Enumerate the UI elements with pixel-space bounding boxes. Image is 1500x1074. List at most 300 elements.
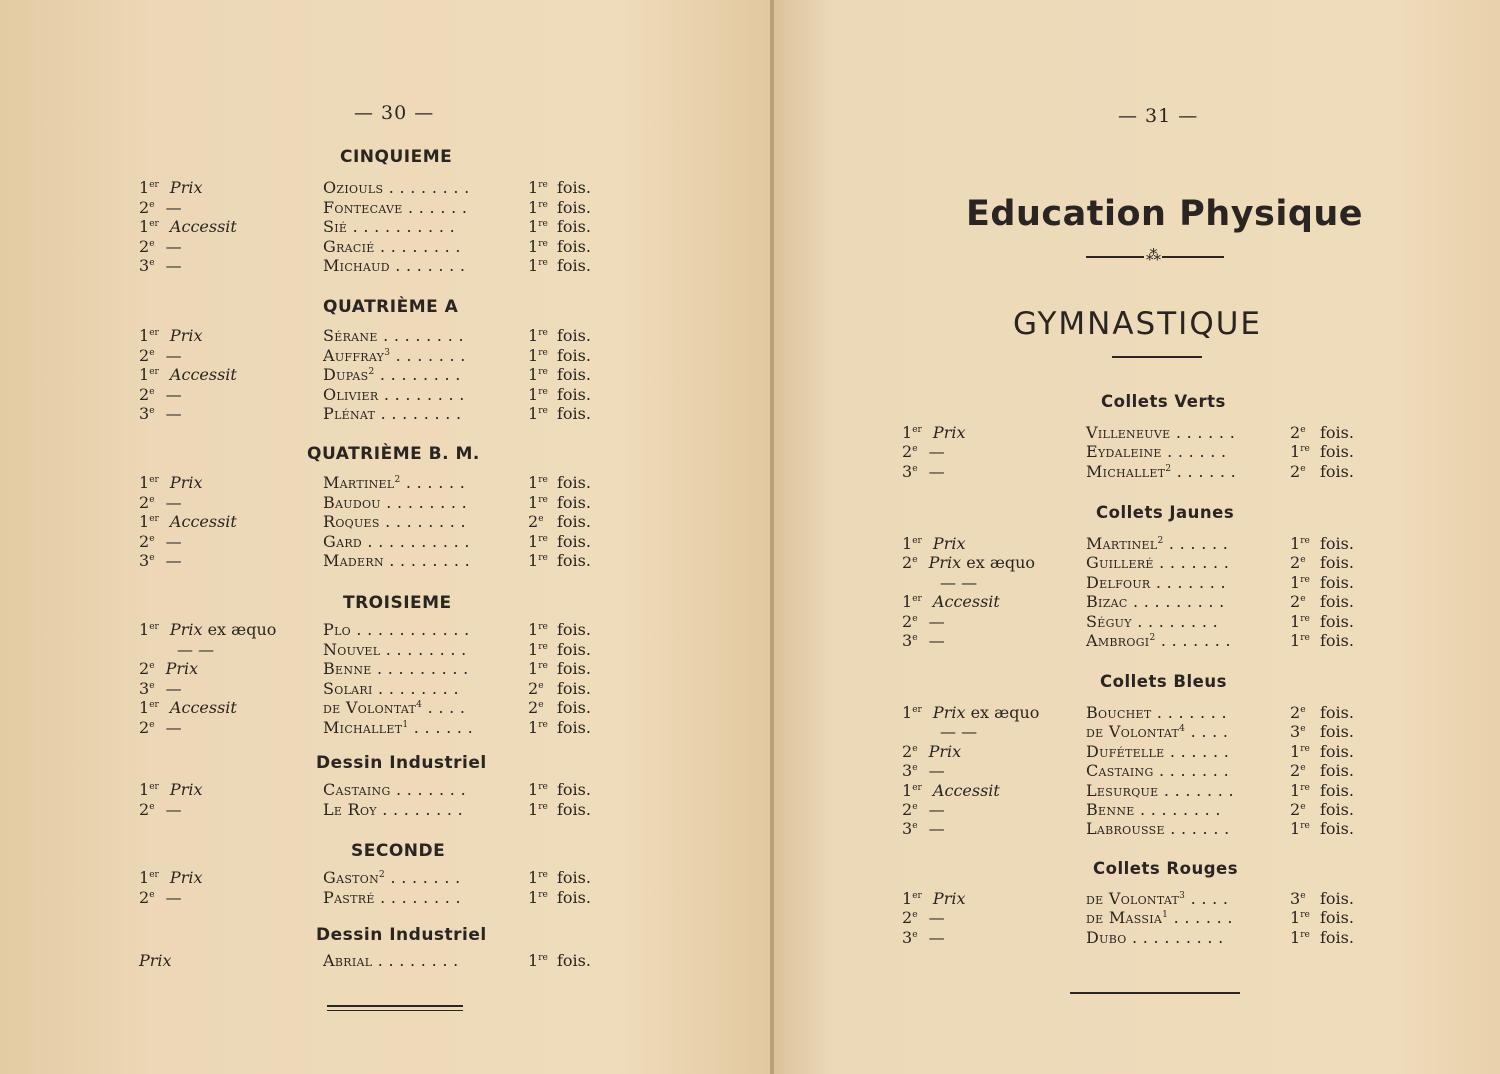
rank-number: 2 bbox=[902, 741, 913, 761]
student-name-text: Olivier bbox=[323, 384, 379, 404]
student-name-text: de Massia bbox=[1086, 908, 1163, 928]
prize-row bbox=[139, 780, 597, 800]
student-name bbox=[323, 346, 466, 366]
fois-label: fois. bbox=[1320, 592, 1354, 612]
times-suffix: e bbox=[538, 680, 544, 691]
fois-label: fois. bbox=[557, 512, 591, 531]
prize-rank bbox=[139, 198, 182, 218]
student-name bbox=[323, 326, 464, 346]
rank-number: 1 bbox=[902, 889, 913, 908]
rank-suffix: er bbox=[149, 622, 159, 632]
prize-rank bbox=[902, 423, 965, 443]
rank-number: 3 bbox=[902, 461, 913, 481]
rank-number: 2 bbox=[902, 553, 913, 573]
times-number: 1 bbox=[1290, 780, 1301, 800]
prize-label: — bbox=[165, 717, 182, 737]
prize-rank bbox=[139, 868, 202, 888]
prize-label: — — bbox=[940, 722, 978, 742]
prize-row bbox=[139, 493, 597, 513]
rank-suffix: e bbox=[149, 386, 155, 397]
student-name bbox=[323, 551, 470, 571]
fois-label: fois. bbox=[557, 404, 591, 423]
times-count bbox=[528, 659, 548, 679]
rank-number: 3 bbox=[139, 256, 150, 275]
rank-number: 3 bbox=[902, 819, 913, 839]
times-suffix: re bbox=[538, 533, 548, 544]
fois-label: fois. bbox=[1320, 927, 1354, 947]
rank-suffix: er bbox=[149, 700, 159, 710]
prize-label: — — bbox=[940, 572, 978, 592]
prize-rank bbox=[902, 573, 977, 593]
rank-suffix: er bbox=[912, 782, 922, 793]
prize-row bbox=[139, 951, 597, 971]
student-name-text: Michallet bbox=[323, 717, 403, 737]
leader-dots: . . . . . . . . bbox=[383, 326, 464, 345]
student-name-text: Gaston bbox=[323, 868, 380, 887]
fois-label: fois. bbox=[1320, 442, 1354, 462]
prize-label: — bbox=[928, 819, 945, 839]
rank-number: 1 bbox=[139, 512, 150, 531]
prize-rank bbox=[139, 512, 237, 532]
fois-label: fois. bbox=[557, 178, 591, 197]
prize-label: Prix bbox=[139, 951, 172, 970]
fois-label: fois. bbox=[1320, 908, 1354, 928]
prize-rank bbox=[139, 473, 202, 493]
times-count bbox=[528, 888, 548, 908]
student-name-text: Gard bbox=[323, 531, 363, 551]
fois-label: fois. bbox=[1320, 722, 1354, 742]
times-count bbox=[528, 532, 548, 552]
footnote-mark: 1 bbox=[1162, 910, 1169, 921]
rank-suffix: e bbox=[149, 533, 155, 544]
times-number: 1 bbox=[1290, 611, 1301, 631]
times-count bbox=[1290, 819, 1310, 839]
prize-rank bbox=[139, 679, 182, 699]
times-suffix: e bbox=[1300, 705, 1306, 715]
times-suffix: re bbox=[538, 367, 548, 377]
fois-label: fois. bbox=[1320, 611, 1354, 631]
leader-dots: . . . . . . bbox=[1168, 534, 1229, 553]
leader-dots: . . . . . . . . bbox=[382, 799, 464, 819]
times-count bbox=[528, 512, 544, 532]
rank-suffix: e bbox=[149, 661, 155, 671]
student-name-text: Labrousse bbox=[1086, 819, 1165, 839]
rank-number: 1 bbox=[902, 423, 913, 442]
rank-number: 1 bbox=[139, 698, 150, 717]
student-name bbox=[1086, 553, 1229, 573]
prize-label: — bbox=[928, 631, 945, 650]
section-heading: SECONDE bbox=[351, 841, 446, 861]
prize-row bbox=[139, 404, 597, 424]
student-name-text: Abrial bbox=[323, 951, 373, 970]
leader-dots: . . . . . . . bbox=[395, 256, 466, 275]
times-suffix: re bbox=[538, 661, 548, 671]
section-heading: QUATRIÈME B. M. bbox=[307, 444, 480, 464]
student-name-text: Plo bbox=[323, 620, 351, 639]
rank-number: 1 bbox=[139, 620, 150, 639]
fois-label: fois. bbox=[1320, 800, 1354, 819]
fois-label: fois. bbox=[1320, 761, 1354, 781]
student-name-text: Castaing bbox=[1086, 761, 1154, 781]
prize-label: — bbox=[165, 384, 182, 404]
times-count bbox=[1290, 573, 1310, 593]
times-count bbox=[1290, 908, 1310, 928]
times-number: 1 bbox=[1290, 534, 1301, 553]
fois-label: fois. bbox=[557, 799, 591, 819]
prize-label: Accessit bbox=[932, 592, 1000, 612]
student-name bbox=[323, 385, 465, 405]
prize-label: — — bbox=[177, 639, 215, 659]
leader-dots: . . . . . . . . . . bbox=[352, 217, 455, 236]
fois-label: fois. bbox=[557, 887, 591, 907]
student-name bbox=[323, 493, 467, 513]
subtitle-rule bbox=[1112, 356, 1202, 358]
rank-number: 1 bbox=[139, 178, 150, 197]
rank-suffix: e bbox=[912, 821, 918, 832]
times-number: 2 bbox=[1290, 423, 1301, 442]
student-name-text: de Volontat bbox=[1086, 889, 1180, 908]
times-number: 2 bbox=[1290, 703, 1301, 722]
leader-dots: . . . . . . . . . bbox=[1133, 592, 1225, 612]
rank-number: 2 bbox=[139, 659, 150, 678]
prize-row bbox=[139, 178, 597, 198]
fois-label: fois. bbox=[557, 345, 591, 365]
section-heading: Collets Jaunes bbox=[1096, 503, 1235, 522]
student-name-text: Lesurque bbox=[1086, 780, 1159, 800]
prize-extra: ex æquo bbox=[207, 620, 277, 639]
prize-rank bbox=[902, 781, 1000, 801]
rank-suffix: er bbox=[912, 425, 922, 435]
rank-suffix: e bbox=[912, 613, 918, 624]
leader-dots: . . . . . . bbox=[1176, 461, 1237, 481]
prize-row bbox=[139, 532, 597, 552]
student-name bbox=[1086, 781, 1234, 801]
prize-row bbox=[139, 620, 597, 640]
student-name bbox=[323, 256, 465, 276]
prize-label: Prix bbox=[932, 534, 966, 553]
leader-dots: . . . . . . . . . . bbox=[367, 531, 470, 551]
student-name-text: Michallet bbox=[1086, 461, 1166, 481]
footnote-mark: 4 bbox=[1179, 724, 1186, 735]
student-name-text: Benne bbox=[323, 659, 372, 678]
prize-rank bbox=[139, 256, 182, 276]
prize-row bbox=[139, 198, 597, 218]
prize-label: — bbox=[165, 345, 182, 365]
leader-dots: . . . . bbox=[427, 698, 466, 717]
student-name-text: Guilleré bbox=[1086, 553, 1154, 573]
prize-label: Prix bbox=[928, 553, 962, 573]
fois-label: fois. bbox=[557, 197, 591, 217]
student-name bbox=[323, 178, 470, 198]
rank-suffix: e bbox=[912, 743, 918, 754]
times-number: 1 bbox=[528, 365, 539, 384]
times-suffix: re bbox=[1300, 536, 1310, 546]
rank-number: 3 bbox=[902, 927, 913, 947]
fois-label: fois. bbox=[557, 531, 591, 551]
prize-rank bbox=[902, 534, 965, 554]
student-name bbox=[323, 365, 461, 385]
rank-number: 3 bbox=[902, 761, 913, 781]
student-name-text: Sérane bbox=[323, 326, 378, 345]
student-name-text: Baudou bbox=[323, 492, 381, 512]
times-number: 1 bbox=[1290, 927, 1301, 947]
title-ornament: ⁂ bbox=[1146, 246, 1161, 264]
times-count bbox=[528, 237, 548, 257]
prize-rank bbox=[902, 462, 945, 482]
prize-row bbox=[139, 346, 597, 366]
prize-label: Prix bbox=[928, 741, 962, 761]
rank-number: 2 bbox=[139, 384, 150, 404]
prize-rank bbox=[139, 718, 182, 738]
rank-suffix: er bbox=[149, 328, 159, 338]
rank-suffix: e bbox=[149, 258, 155, 268]
student-name-text: Michaud bbox=[323, 256, 390, 275]
prize-rank bbox=[139, 365, 237, 385]
footnote-mark: 1 bbox=[402, 719, 409, 730]
leader-dots: . . . . . . . bbox=[390, 868, 461, 887]
times-suffix: re bbox=[538, 953, 548, 963]
student-name-text: Le Roy bbox=[323, 799, 377, 819]
times-count bbox=[528, 346, 548, 366]
fois-label: fois. bbox=[557, 217, 591, 236]
leader-dots: . . . . . . . . bbox=[377, 951, 459, 970]
rank-suffix: e bbox=[149, 494, 155, 505]
times-count bbox=[1290, 889, 1306, 909]
rank-number: 2 bbox=[139, 492, 150, 512]
student-name-text: Séguy bbox=[1086, 611, 1132, 631]
leader-dots: . . . . . . bbox=[405, 473, 466, 492]
prize-row bbox=[139, 888, 597, 908]
rank-suffix: e bbox=[912, 633, 918, 643]
times-count bbox=[1290, 800, 1306, 820]
times-suffix: e bbox=[1300, 463, 1306, 474]
times-suffix: re bbox=[538, 219, 548, 229]
rank-number: 3 bbox=[139, 678, 150, 698]
rank-suffix: er bbox=[912, 594, 922, 605]
student-name-text: Nouvel bbox=[323, 639, 381, 659]
times-suffix: re bbox=[538, 406, 548, 416]
student-name-text: Eydaleine bbox=[1086, 442, 1162, 462]
prize-label: — bbox=[165, 551, 182, 570]
rank-number: 2 bbox=[902, 442, 913, 462]
fois-label: fois. bbox=[1320, 631, 1354, 650]
rank-suffix: er bbox=[149, 514, 159, 524]
student-name bbox=[323, 404, 461, 424]
prize-row bbox=[139, 326, 597, 346]
prize-rank bbox=[902, 722, 977, 742]
student-name bbox=[323, 868, 461, 888]
rank-suffix: e bbox=[149, 801, 155, 812]
prize-rank bbox=[139, 800, 182, 820]
prize-label: Prix bbox=[932, 703, 966, 722]
prize-rank bbox=[902, 592, 1000, 612]
student-name bbox=[323, 698, 465, 718]
prize-rank bbox=[139, 346, 182, 366]
rank-suffix: e bbox=[912, 763, 918, 774]
student-name-text: Dufételle bbox=[1086, 741, 1165, 761]
student-name bbox=[1086, 592, 1225, 612]
times-suffix: re bbox=[538, 494, 548, 505]
student-name-text: Delfour bbox=[1086, 572, 1151, 592]
rank-number: 2 bbox=[139, 887, 150, 907]
section-title: GYMNASTIQUE bbox=[1013, 306, 1262, 342]
prize-rank bbox=[902, 908, 945, 928]
leader-dots: . . . . . . bbox=[408, 197, 468, 217]
times-number: 1 bbox=[528, 326, 539, 345]
footnote-mark: 2 bbox=[1149, 633, 1156, 643]
leader-dots: . . . . . . . . . bbox=[1132, 927, 1224, 947]
prize-row bbox=[139, 718, 597, 738]
prize-rank bbox=[139, 178, 202, 198]
leader-dots: . . . . . . . bbox=[1156, 703, 1227, 722]
rank-suffix: e bbox=[149, 199, 155, 210]
prize-label: — bbox=[928, 761, 945, 781]
fois-label: fois. bbox=[557, 473, 591, 492]
times-suffix: re bbox=[538, 238, 548, 249]
rank-number: 2 bbox=[139, 345, 150, 365]
fois-label: fois. bbox=[557, 365, 591, 384]
student-name bbox=[1086, 761, 1229, 781]
rank-number: 1 bbox=[902, 780, 913, 800]
times-suffix: re bbox=[1300, 743, 1310, 754]
rank-number: 1 bbox=[139, 365, 150, 384]
prize-row bbox=[139, 659, 597, 679]
footnote-mark: 4 bbox=[416, 700, 423, 710]
fois-label: fois. bbox=[1320, 819, 1354, 839]
times-number: 1 bbox=[528, 384, 539, 404]
times-count bbox=[1290, 612, 1310, 632]
leader-dots: . . . . . . . . bbox=[380, 887, 461, 907]
fois-label: fois. bbox=[557, 717, 591, 737]
prize-label: Prix bbox=[169, 868, 203, 887]
student-name-text: Pastré bbox=[323, 887, 375, 907]
rank-number: 1 bbox=[139, 217, 150, 236]
rank-suffix: e bbox=[149, 889, 155, 900]
student-name bbox=[323, 951, 459, 971]
prize-label: — bbox=[928, 908, 945, 928]
footnote-mark: 3 bbox=[384, 347, 391, 358]
rank-number: 1 bbox=[139, 473, 150, 492]
prize-row bbox=[902, 442, 1360, 462]
prize-row bbox=[902, 553, 1360, 573]
times-number: 1 bbox=[1290, 819, 1301, 839]
times-suffix: re bbox=[1300, 574, 1310, 585]
end-rule-left-top bbox=[327, 1005, 463, 1007]
prize-rank bbox=[902, 889, 965, 909]
prize-row bbox=[139, 385, 597, 405]
page-title: Education Physique bbox=[966, 194, 1364, 234]
times-number: 2 bbox=[528, 512, 539, 531]
prize-row bbox=[139, 217, 597, 237]
prize-rank bbox=[139, 404, 182, 424]
prize-label: Prix bbox=[169, 620, 203, 639]
leader-dots: . . . . . . bbox=[1169, 741, 1230, 761]
student-name bbox=[1086, 423, 1235, 443]
student-name bbox=[1086, 889, 1228, 909]
leader-dots: . . . . . . bbox=[1175, 423, 1236, 442]
student-name bbox=[323, 679, 459, 699]
rank-suffix: e bbox=[912, 929, 918, 940]
fois-label: fois. bbox=[557, 678, 591, 698]
title-rule-right bbox=[1162, 256, 1224, 258]
prize-row bbox=[902, 631, 1360, 651]
footnote-mark: 2 bbox=[379, 870, 386, 880]
leader-dots: . . . . . . . bbox=[1155, 572, 1226, 592]
times-number: 1 bbox=[528, 659, 539, 678]
prize-rank bbox=[902, 800, 945, 820]
times-count bbox=[528, 868, 548, 888]
fois-label: fois. bbox=[557, 236, 591, 256]
footnote-mark: 2 bbox=[394, 475, 401, 485]
times-suffix: re bbox=[538, 475, 548, 485]
fois-label: fois. bbox=[557, 256, 591, 275]
fois-label: fois. bbox=[1320, 534, 1354, 553]
times-suffix: re bbox=[538, 258, 548, 268]
section-heading: Collets Bleus bbox=[1100, 672, 1227, 691]
prize-row bbox=[902, 423, 1360, 443]
prize-row bbox=[902, 908, 1360, 928]
times-number: 2 bbox=[1290, 553, 1301, 573]
times-number: 2 bbox=[1290, 461, 1301, 481]
prize-rank bbox=[139, 326, 202, 346]
times-suffix: re bbox=[538, 328, 548, 338]
student-name-text: Martinel bbox=[1086, 534, 1158, 553]
prize-label: Prix bbox=[169, 780, 203, 799]
times-suffix: re bbox=[1300, 910, 1310, 921]
times-count bbox=[528, 951, 548, 971]
rank-suffix: e bbox=[912, 910, 918, 921]
times-count bbox=[528, 800, 548, 820]
student-name bbox=[1086, 722, 1228, 742]
student-name-text: Plénat bbox=[323, 404, 376, 423]
prize-extra: ex æquo bbox=[966, 553, 1036, 573]
student-name-text: Solari bbox=[323, 678, 373, 698]
prize-label: — bbox=[928, 927, 945, 947]
section-heading: CINQUIEME bbox=[340, 147, 453, 167]
rank-number: 1 bbox=[902, 703, 913, 722]
times-count bbox=[528, 679, 544, 699]
fois-label: fois. bbox=[1320, 423, 1354, 442]
student-name bbox=[1086, 928, 1224, 948]
prize-row bbox=[902, 573, 1360, 593]
times-count bbox=[528, 493, 548, 513]
prize-row bbox=[902, 781, 1360, 801]
rank-number: 1 bbox=[902, 592, 913, 612]
times-suffix: e bbox=[1300, 891, 1306, 901]
prize-label: — bbox=[165, 887, 182, 907]
prize-label: — bbox=[928, 611, 945, 631]
times-count bbox=[1290, 462, 1306, 482]
times-suffix: re bbox=[538, 782, 548, 792]
title-rule-left bbox=[1086, 256, 1144, 258]
end-rule-right bbox=[1070, 992, 1240, 994]
times-number: 2 bbox=[1290, 592, 1301, 612]
fois-label: fois. bbox=[557, 492, 591, 512]
prize-row bbox=[902, 800, 1360, 820]
rank-suffix: e bbox=[912, 463, 918, 474]
student-name bbox=[1086, 631, 1231, 651]
prize-row bbox=[139, 551, 597, 571]
leader-dots: . . . . . . . . . bbox=[376, 659, 469, 678]
prize-label: — bbox=[165, 256, 182, 275]
times-number: 2 bbox=[528, 678, 539, 698]
rank-number: 1 bbox=[902, 534, 913, 553]
times-number: 1 bbox=[528, 551, 539, 570]
student-name bbox=[1086, 612, 1218, 632]
student-name-text: Villeneuve bbox=[1086, 423, 1171, 442]
times-number: 2 bbox=[1290, 800, 1301, 819]
times-suffix: re bbox=[1300, 613, 1310, 624]
